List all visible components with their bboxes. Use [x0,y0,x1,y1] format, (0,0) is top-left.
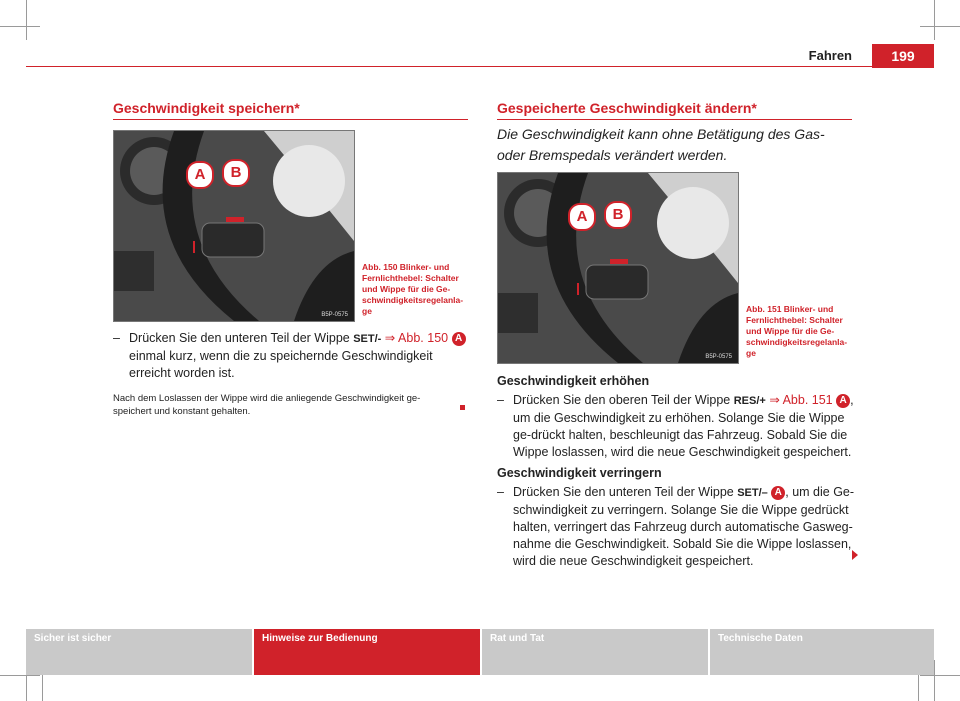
bullet-dash: – [113,331,120,345]
left-step [113,330,468,382]
crop-mark [920,675,960,676]
right-lead-text: Die Geschwindigkeit kann ohne Betätigung des Gas- oder Bremspedals verändert werden. [497,126,825,163]
chapter-title: Fahren [808,48,852,63]
figure-150-caption: Abb. 150 Blinker- und Fernlichthebel: Schalter und Wippe für die Ge-schwindigkeitsregelanla-ge [362,262,464,316]
step-decrease [497,484,855,570]
callout-badge-a: A [771,486,785,500]
callout-badge-a: A [452,332,466,346]
continue-arrow-icon [852,550,858,560]
step-text-after: , um die Geschwindigkeit zu erhöhen. Solange Sie die Wippe ge-drückt halten, beschleunigt das Fahrzeug. Sobald Sie die Wippe loslassen, wird die neue Geschwindigkeit gespeichert. [513,393,854,459]
footer-tab-bedienung[interactable] [254,629,480,675]
step-text-after: einmal kurz, wenn die zu speichernde Geschwindigkeit erreicht worden ist. [129,349,433,380]
left-section-title: Geschwindigkeit speichern* [113,100,300,116]
crop-mark [934,660,935,701]
step-text-before: Drücken Sie den oberen Teil der Wippe [513,393,734,407]
crop-mark [26,0,27,40]
figure-reference-link[interactable]: ⇒ Abb. 150 [381,331,452,345]
callout-b: B [604,201,632,229]
callout-a: A [568,203,596,231]
right-title-rule [497,119,852,120]
step-text-after: , um die Ge-schwindigkeit zu verringern. Solange Sie die Wippe gedrückt halten, verringert das Fahrzeug durch automatische Gasweg-nahme die Geschwindigkeit. Sobald Sie die Wippe loslassen, wird die neue Geschwindigkeit gespeichert. [513,485,855,568]
left-title-rule [113,119,468,120]
footer-tab-label: Hinweise zur Bedienung [262,633,378,644]
step-text-before: Drücken Sie den unteren Teil der Wippe [129,331,354,345]
footer-tab-rat-und-tat[interactable] [482,629,708,675]
figure-code: B5P-0575 [705,354,732,360]
heading-decrease: Geschwindigkeit verringern [497,466,662,480]
right-section-title: Gespeicherte Geschwindigkeit ändern* [497,100,757,116]
footer-tab-sicher[interactable] [26,629,252,675]
figure-reference-link[interactable]: ⇒ Abb. 151 [765,393,837,407]
crop-mark [920,26,960,27]
section-end-marker [460,405,465,410]
callout-b: B [222,159,250,187]
footer-tab-label: Rat und Tat [490,633,545,644]
page-number: 199 [872,44,934,68]
key-res-plus: RES/+ [733,395,766,407]
step-increase [497,392,855,461]
figure-151-caption: Abb. 151 Blinker- und Fernlichthebel: Schalter und Wippe für die Ge-schwindigkeitsregelanla-ge [746,304,848,358]
key-set-minus: SET/- [353,333,382,345]
key-set-minus: SET/– [737,487,768,499]
crop-mark [0,675,40,676]
figure-150 [113,130,355,322]
crop-mark [934,0,935,40]
header-rule [26,66,934,67]
figure-151 [497,172,739,364]
bullet-dash: – [497,485,504,499]
callout-badge-a: A [836,394,850,408]
footer-tab-label: Sicher ist sicher [34,633,112,644]
callout-a: A [186,161,214,189]
footer-tab-technische-daten[interactable] [710,629,934,675]
figure-code: B5P-0575 [321,312,348,318]
heading-increase: Geschwindigkeit erhöhen [497,374,650,388]
footer-tab-label: Technische Daten [718,633,803,644]
left-note: Nach dem Loslassen der Wippe wird die anliegende Geschwindigkeit ge-speichert und konstant gehalten. [113,393,421,417]
bullet-dash: – [497,393,504,407]
step-text-before: Drücken Sie den unteren Teil der Wippe [513,485,738,499]
crop-mark [0,26,40,27]
